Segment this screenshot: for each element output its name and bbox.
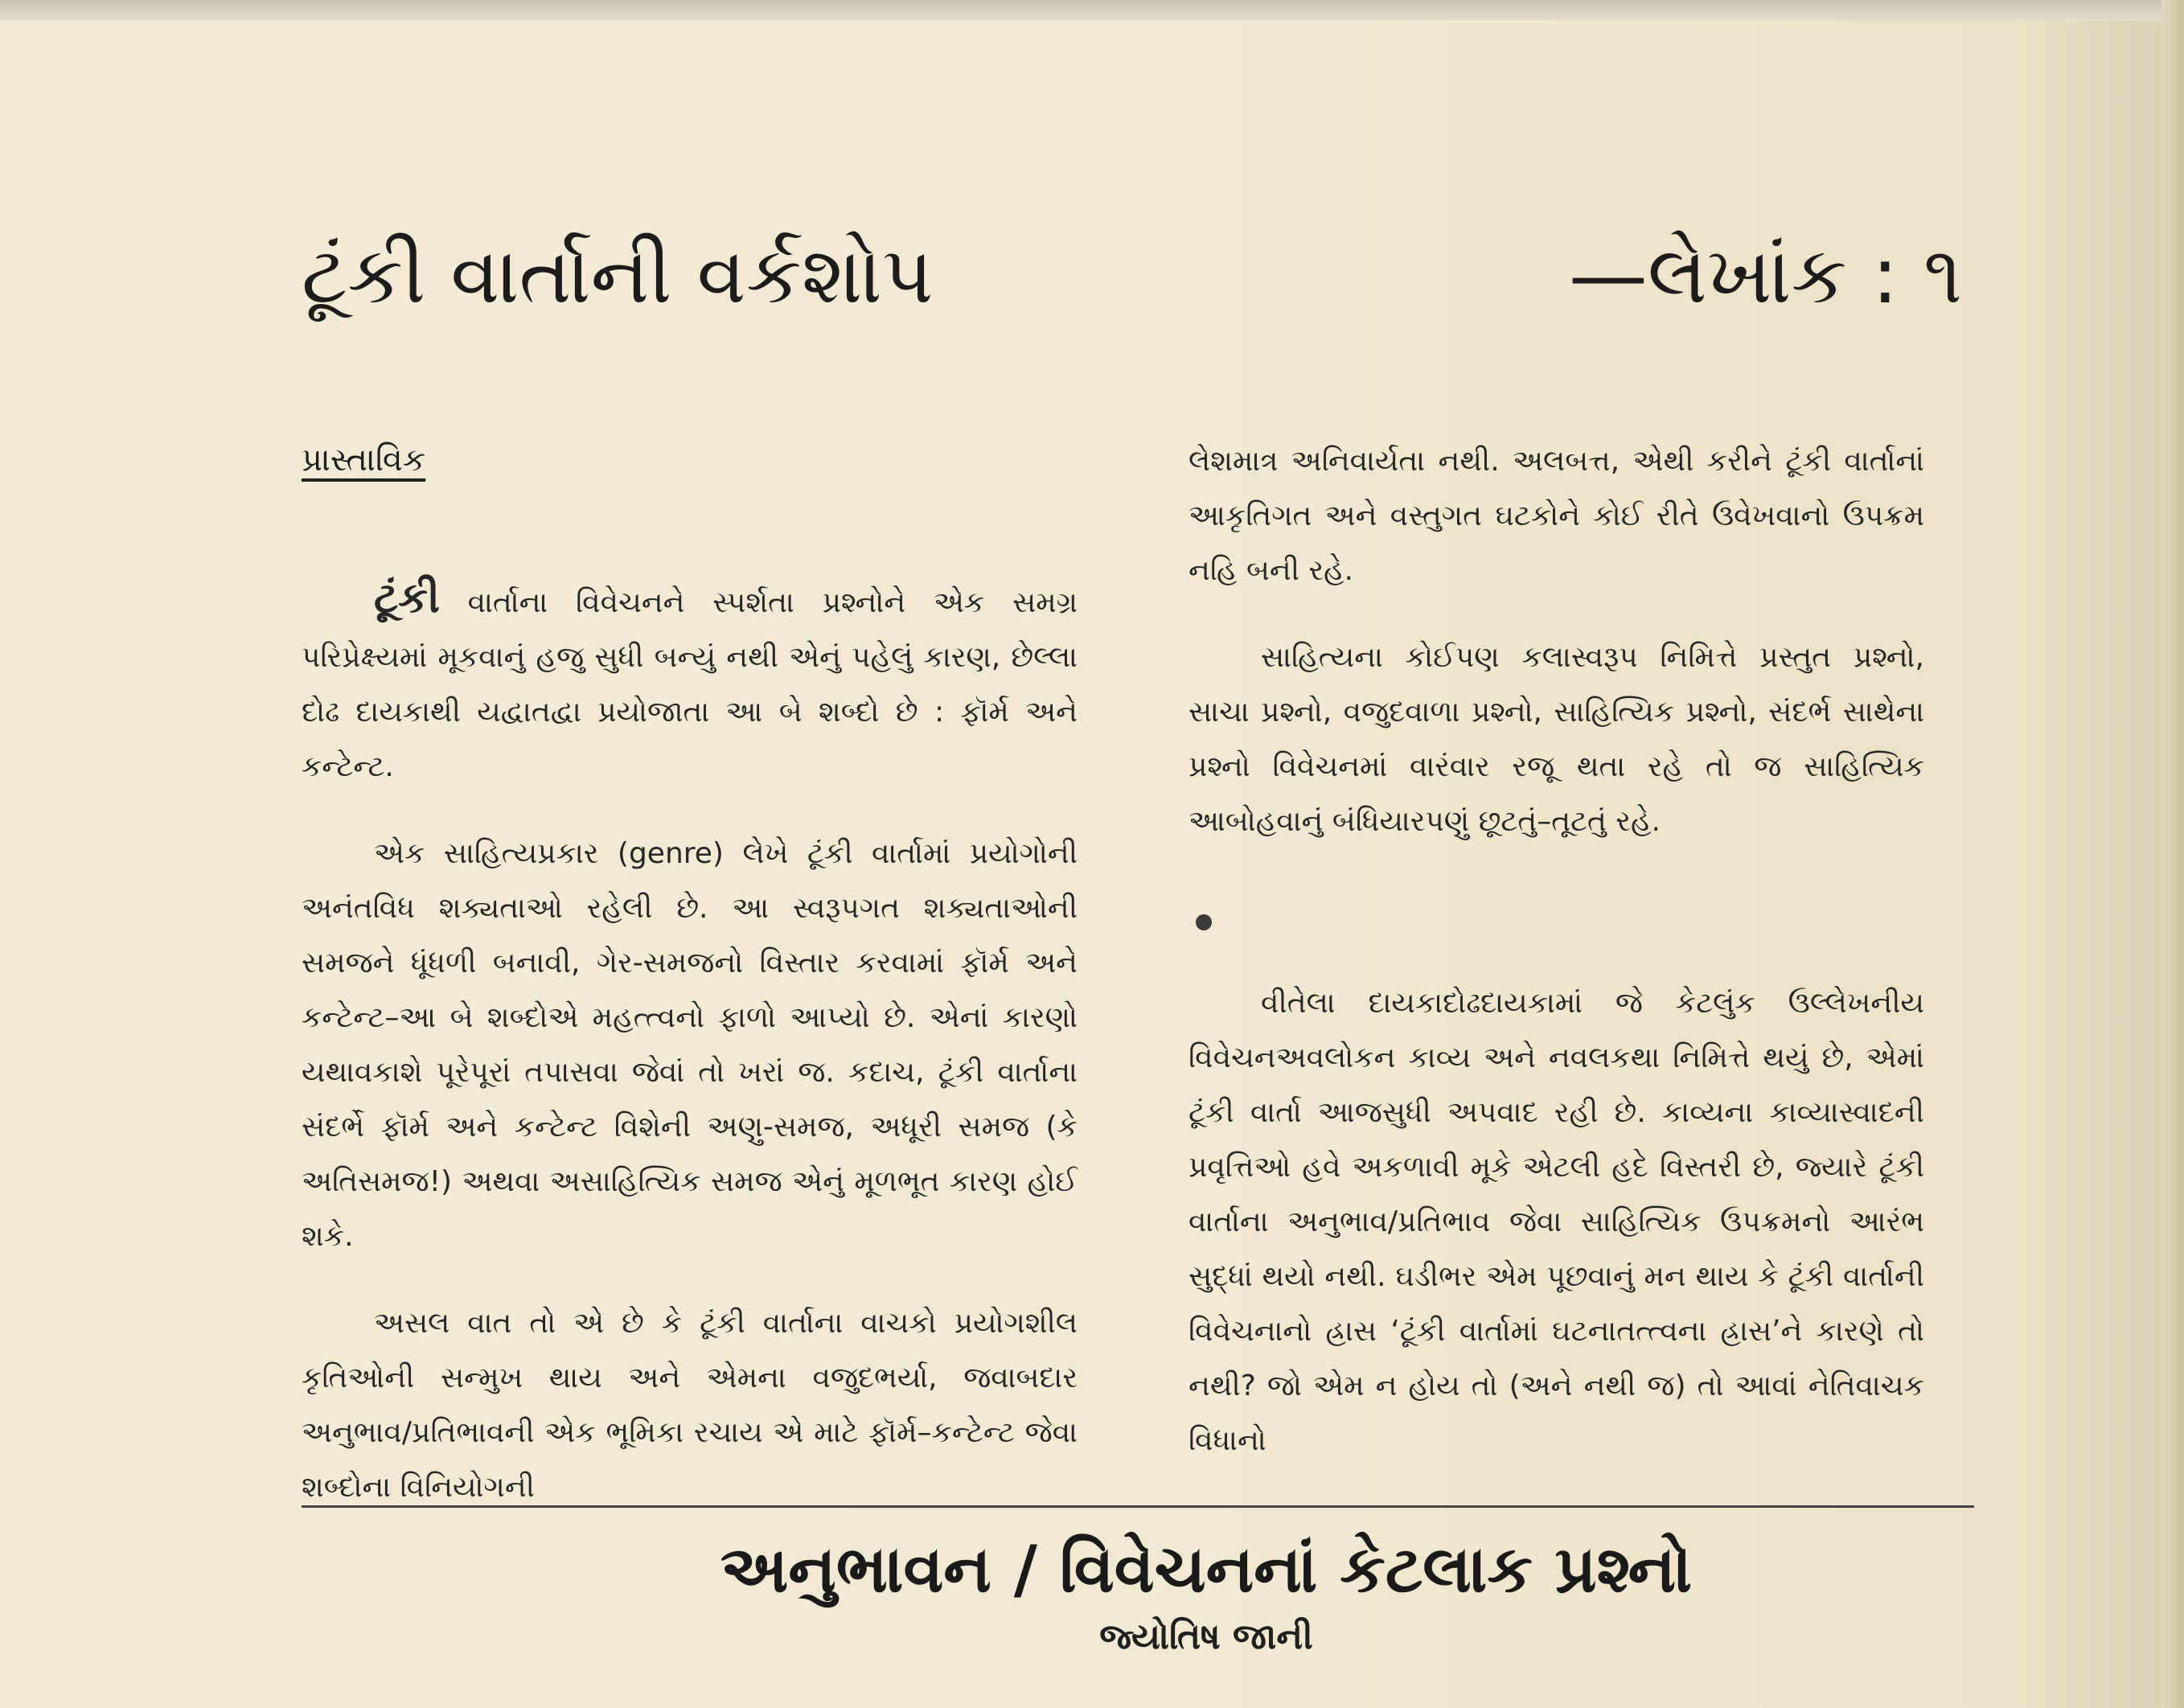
paragraph: સાહિત્યના કોઈપણ કલાસ્વરૂપ નિમિત્તે પ્રસ્તુત પ્રશ્નો, સાચા પ્રશ્નો, વજુદવાળા પ્રશ્નો, સાહિત્યિક પ્રશ્નો, સંદર્ભ સાથેના પ્રશ્નો વિવેચનમાં વારંવાર રજૂ થતા રહે તો જ સાહિત્યિક આબોહવાનું બંધિયારપણું છૂટતું–તૂટતું રહે. (1188, 641, 1924, 838)
series-title: ટૂંકી વાર્તાની વર્કશોપ (302, 230, 934, 322)
part-number: —લેખાંક : ૧ (1568, 230, 1962, 322)
paragraph-text: વાર્તાના વિવેચનને સ્પર્શતા પ્રશ્નોને એક સમગ્ર પરિપ્રેક્ષ્યમાં મૂકવાનું હજુ સુધી બન્યું નથી એનું પહેલું કારણ, છેલ્લા દોઢ દાયકાથી યદ્વાતદ્વા પ્રયોજાતા આ બે શબ્દો છે : ફૉર્મ અને કન્ટેન્ટ. (302, 586, 1078, 783)
left-column (302, 571, 1078, 1547)
horizontal-rule (302, 1505, 1974, 1508)
paragraph: એક સાહિત્યપ્રકાર (genre) લેખે ટૂંકી વાર્તામાં પ્રયોગોની અનંતવિધ શક્યતાઓ રહેલી છે. આ સ્વરૂપગત શક્યતાઓની સમજને ધૂંધળી બનાવી, ગેર-સમજનો વિસ્તાર કરવામાં ફૉર્મ અને કન્ટેન્ટ–આ બે શબ્દોએ મહત્ત્વનો ફાળો આપ્યો છે. એનાં કારણો યથાવકાશે પૂરેપૂરાં તપાસવા જેવાં તો ખરાં જ. કદાચ, ટૂંકી વાર્તાના સંદર્ભે ફૉર્મ અને કન્ટેન્ટ વિશેની અણુ-સમજ, અધૂરી સમજ (કે અતિસમજ!) અથવા અસાહિત્યિક સમજ એનું મૂળભૂત કારણ હોઈ શકે. (302, 837, 1078, 1253)
article-title: અનુભાવન / વિવેચનનાં કેટલાક પ્રશ્નો (720, 1532, 1693, 1607)
paragraph (302, 571, 1078, 794)
page-top-edge (0, 0, 2184, 21)
right-column-top (1188, 434, 1924, 881)
paragraph: લેશમાત્ર અનિવાર્યતા નથી. અલબત્ત, એથી કરીને ટૂંકી વાર્તાનાં આકૃતિગત અને વસ્તુગત ઘટકોને કોઈ રીતે ઉવેખવાનો ઉપક્રમ નહિ બની રહે. (1188, 445, 1924, 587)
author-name: જ્યોતિષ જાની (1099, 1616, 1313, 1657)
paragraph: અસલ વાત તો એ છે કે ટૂંકી વાર્તાના વાચકો પ્રયોગશીલ કૃતિઓની સન્મુખ થાય અને એમના વજુદભર્યા, જવાબદાર અનુભાવ/પ્રતિભાવની એક ભૂમિકા રચાય એ માટે ફૉર્મ–કન્ટેન્ટ જેવા શબ્દોના વિનિયોગની (302, 1307, 1078, 1504)
right-column-bottom (1188, 976, 1924, 1468)
section-bullet (1196, 914, 1212, 930)
page-binding-edge (2161, 0, 2184, 1708)
dropcap-word: ટૂંકી (374, 574, 440, 622)
paragraph: વીતેલા દાયકાદોઢદાયકામાં જે કેટલુંક ઉલ્લેખનીય વિવેચનઅવલોકન કાવ્ય અને નવલકથા નિમિત્તે થયું છે, એમાં ટૂંકી વાર્તા આજસુધી અપવાદ રહી છે. કાવ્યના કાવ્યાસ્વાદની પ્રવૃત્તિઓ હવે અકળાવી મૂકે એટલી હદે વિસ્તરી છે, જ્યારે ટૂંકી વાર્તાના અનુભાવ/પ્રતિભાવ જેવા સાહિત્યિક ઉપક્રમનો આરંભ સુદ્ધાં થયો નથી. ઘડીભર એમ પૂછવાનું મન થાય કે ટૂંકી વાર્તાની વિવેચનાનો હ્રાસ ‘ટૂંકી વાર્તામાં ઘટનાતત્ત્વના હ્રાસ’ને કારણે તો નથી? જો એમ ન હોય તો (અને નથી જ) તો આવાં નેતિવાચક વિધાનો (1188, 987, 1924, 1457)
section-heading: પ્રાસ્તાવિક (302, 441, 426, 478)
